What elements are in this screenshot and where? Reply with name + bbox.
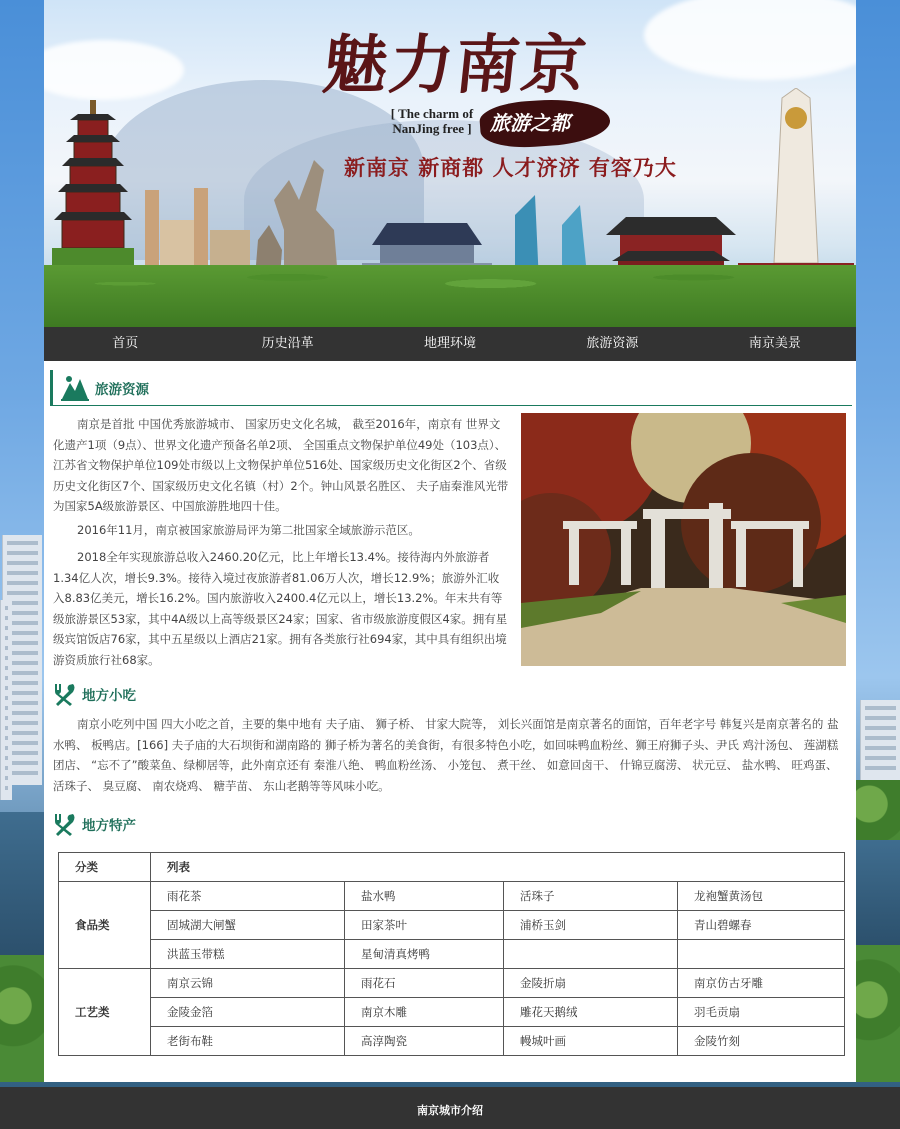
tourism-paragraph-3: 2018全年实现旅游总收入2460.20亿元，比上年增长13.4%。接待海内外旅游者1.34亿人次，增长9.3%。接待入境过夜旅游者81.06万人次，增长12.9%；旅游外汇收入8.83亿美元，增长16.2%。国内旅游收入2400.4亿元以上，增长13.2%。年末共有等级旅游景区53家，其中4A级以上高等级景区24家；国家、省市级旅游度假区4家。拥有星级宾馆饭店76家，其中五星级以上酒店21家。拥有各类旅行社694家，其中具有组织出境游资质旅行社68家。: [53, 550, 508, 667]
table-cell: 南京仿古牙雕: [678, 969, 845, 998]
table-cell: 高淳陶瓷: [345, 1027, 504, 1056]
table-cell: 雨花石: [345, 969, 504, 998]
specialty-heading-text: 地方特产: [82, 818, 136, 834]
footer-text: 南京城市介绍: [417, 1104, 483, 1117]
table-cell: 洪蓝玉带糕: [151, 940, 345, 969]
table-cell: 雕花天鹅绒: [504, 998, 678, 1027]
table-cell: [678, 940, 845, 969]
page-container: [44, 0, 856, 1082]
table-cell: 金陵金箔: [151, 998, 345, 1027]
header-banner: [44, 0, 856, 327]
table-cell: 青山碧螺春: [678, 911, 845, 940]
table-cell: 雨花茶: [151, 882, 345, 911]
banner-title: 魅力南京: [319, 28, 592, 103]
snacks-paragraph: 南京小吃列中国 四大小吃之首，主要的集中地有 夫子庙、 狮子桥、 甘家大院等， 刘长兴面馆是南京著名的面馆，百年老字号 韩复兴是南京著名的 盐水鸭、 板鸭店。[166] 夫子庙的大石坝街和湖南路的 狮子桥为著名的美食街，有很多特色小吃，如回味鸭血粉丝、狮王府狮子头、尹氏 鸡汁汤包、 莲湖糕团店、 “忘不了”酸菜鱼、绿柳居等，此外南京还有 秦淮八绝、 鸭血粉丝汤、 小笼包、 煮干丝、 如意回卤干、 什锦豆腐涝、 状元豆、 盐水鸭、 旺鸡蛋、 活珠子、 臭豆腐、 南农烧鸡、 糖芋苗、 东山老鹅等等风味小吃。: [53, 717, 839, 793]
tourism-heading-text: 旅游资源: [95, 382, 149, 398]
tourism-divider: [50, 405, 852, 406]
scenic-gate-photo: [521, 413, 846, 666]
nav-home[interactable]: 首页: [112, 336, 139, 351]
table-row: [59, 940, 845, 969]
nav-history[interactable]: 历史沿革: [261, 336, 314, 351]
table-cell: 星甸清真烤鸭: [345, 940, 504, 969]
tourism-paragraph-1: 南京是首批 中国优秀旅游城市、 国家历史文化名城， 截至2016年，南京有 世界文化遗产1项（9点）、世界文化遗产预备名单2项、 全国重点文物保护单位49处（103点）、江苏省文物保护单位109处市级以上文物保护单位516处、国家级历史文化街区2个、省级历史文化街区7个、国家级历史文化名镇（村）2个。钟山风景名胜区、 夫子庙秦淮风光带为国家5A级旅游景区、中国旅游胜地四十佳。: [53, 417, 509, 513]
mountain-icon: [61, 375, 89, 401]
table-cell: 固城湖大闸蟹: [151, 911, 345, 940]
table-cell: 田家茶叶: [345, 911, 504, 940]
table-row: [59, 882, 845, 911]
banner-slogan: 新南京 新商都 人才济济 有容乃大: [344, 156, 677, 180]
main-nav: [44, 327, 856, 361]
tourism-paragraph-2: 2016年11月，南京被国家旅游局评为第二批国家全域旅游示范区。: [77, 523, 420, 537]
heading-accent-bar: [50, 370, 53, 406]
snacks-heading-text: 地方小吃: [82, 688, 136, 704]
utensils-icon: [52, 682, 76, 706]
pagoda-illustration: [52, 100, 134, 270]
table-category-crafts: 工艺类: [59, 969, 151, 1056]
table-cell: 浦桥玉剑: [504, 911, 678, 940]
banner-greenery: [44, 265, 856, 327]
table-cell: 龙袍蟹黄汤包: [678, 882, 845, 911]
table-category-food: 食品类: [59, 882, 151, 969]
specialty-section-heading: [52, 812, 136, 836]
table-row: [59, 911, 845, 940]
table-cell: 盐水鸭: [345, 882, 504, 911]
table-cell: 老街布鞋: [151, 1027, 345, 1056]
monument-illustration: [738, 88, 854, 288]
table-cell: 幔城叶画: [504, 1027, 678, 1056]
nav-scenery[interactable]: 南京美景: [748, 336, 801, 351]
table-cell: 南京木雕: [345, 998, 504, 1027]
snacks-section-heading: [52, 682, 136, 706]
banner-subtitle-en: [ The charm of NanJing free ]: [390, 106, 474, 136]
table-header-row: [59, 853, 845, 882]
table-header-list: 列表: [151, 853, 845, 882]
table-row: [59, 998, 845, 1027]
nav-tourism[interactable]: 旅游资源: [586, 336, 639, 351]
table-row: [59, 969, 845, 998]
table-cell: [504, 940, 678, 969]
table-cell: 羽毛贡扇: [678, 998, 845, 1027]
nav-geography[interactable]: 地理环境: [424, 336, 477, 351]
table-row: [59, 1027, 845, 1056]
utensils-icon: [52, 812, 76, 836]
table-cell: 南京云锦: [151, 969, 345, 998]
left-background-decoration: [0, 0, 44, 1082]
tourism-section-heading: [50, 370, 149, 406]
table-cell: 活珠子: [504, 882, 678, 911]
table-cell: 金陵折扇: [504, 969, 678, 998]
table-header-category: 分类: [59, 853, 151, 882]
specialty-table: [58, 852, 845, 1056]
banner-tagline: 旅游之都: [490, 111, 570, 135]
right-background-decoration: [856, 0, 900, 1082]
table-cell: 金陵竹刻: [678, 1027, 845, 1056]
footer: [0, 1087, 900, 1129]
